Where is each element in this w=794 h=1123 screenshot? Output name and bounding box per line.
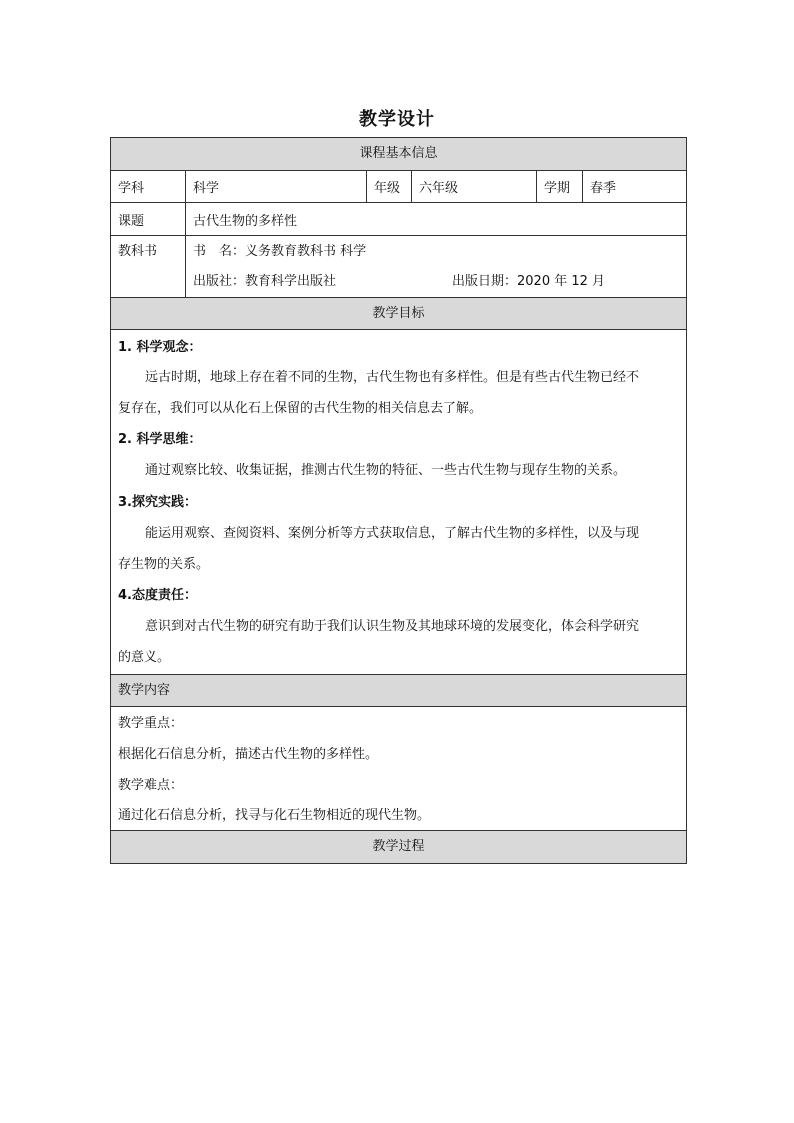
- content-header: [111, 675, 686, 707]
- objective-line: 通过观察比较、收集证据，推测古代生物的特征、一些古代生物与现存生物的关系。: [145, 463, 627, 478]
- topic-row: [111, 203, 686, 236]
- term-value: 春季: [590, 181, 617, 196]
- objective-line: 复存在，我们可以从化石上保留的古代生物的相关信息去了解。: [118, 401, 483, 416]
- textbook-row: [111, 236, 686, 298]
- objective-heading-4: 4.态度责任：: [118, 588, 197, 603]
- subject-row: [111, 171, 686, 203]
- content-body: [111, 707, 686, 831]
- difficulty-text: 通过化石信息分析，找寻与化石生物相近的现代生物。: [118, 808, 431, 823]
- objective-line: 意识到对古代生物的研究有助于我们认识生物及其地球环境的发展变化，体会科学研究: [145, 619, 640, 634]
- process-header: [111, 831, 686, 863]
- book-name: 书 名：义务教育教科书 科学: [193, 244, 367, 259]
- objective-line: 存生物的关系。: [118, 557, 210, 572]
- content-header-text: 教学内容: [118, 683, 171, 698]
- objective-line: 的意义。: [118, 650, 171, 665]
- objectives-body: [111, 330, 686, 675]
- subject-label: 学科: [111, 171, 186, 202]
- objective-heading-2: 2. 科学思维：: [118, 432, 202, 447]
- objective-line: 远古时期，地球上存在着不同的生物，古代生物也有多样性。但是有些古代生物已经不: [145, 370, 640, 385]
- basic-info-header: [111, 138, 686, 171]
- subject-value: 科学: [186, 171, 367, 202]
- objectives-header: [111, 298, 686, 330]
- lesson-table: [110, 137, 687, 864]
- key-points-label: 教学重点：: [118, 716, 184, 731]
- objectives-header-text: 教学目标: [372, 306, 425, 321]
- key-points-text: 根据化石信息分析，描述古代生物的多样性。: [118, 747, 379, 762]
- term-label: 学期: [537, 171, 583, 202]
- publisher: 出版社：教育科学出版社: [193, 274, 337, 289]
- textbook-label: 教科书: [118, 244, 158, 259]
- topic-value: 古代生物的多样性: [193, 213, 298, 229]
- objective-heading-3: 3.探究实践：: [118, 495, 197, 510]
- difficulty-label: 教学难点：: [118, 778, 184, 793]
- basic-info-header-text: 课程基本信息: [359, 146, 438, 161]
- objective-line: 能运用观察、查阅资料、案例分析等方式获取信息，了解古代生物的多样性，以及与现: [145, 526, 640, 541]
- objective-heading-1: 1. 科学观念：: [118, 340, 202, 355]
- document-title: 教学设计: [359, 109, 435, 130]
- grade-label: 年级: [367, 171, 412, 202]
- grade-value: 六年级: [412, 171, 537, 202]
- publish-date: 出版日期：2020 年 12 月: [452, 274, 606, 289]
- topic-label: 课题: [111, 203, 186, 235]
- process-header-text: 教学过程: [372, 839, 425, 854]
